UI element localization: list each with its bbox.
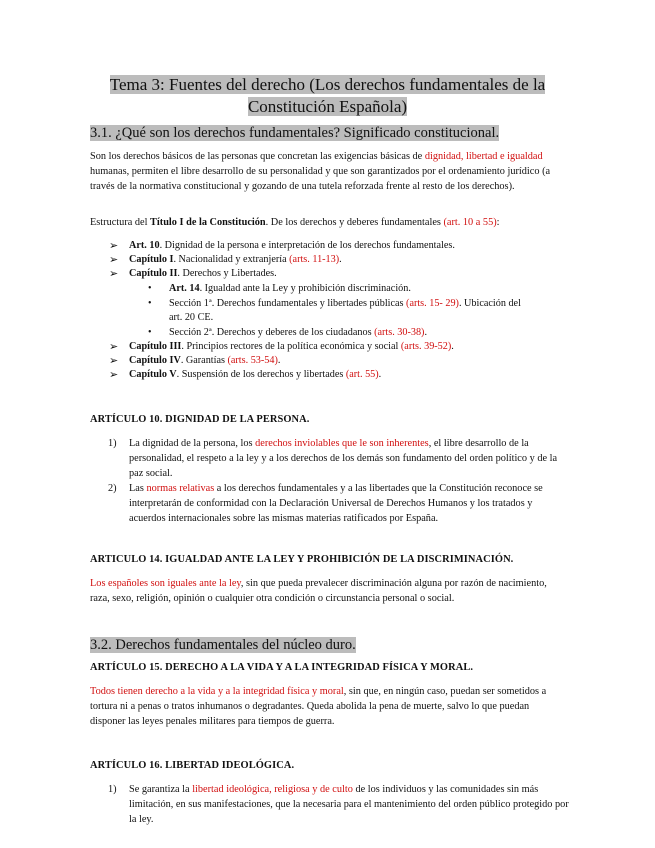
article-15-heading: ARTÍCULO 15. DERECHO A LA VIDA Y A LA INTEGRIDAD FÍSICA Y MORAL.	[90, 662, 474, 673]
article-10-heading: ARTÍCULO 10. DIGNIDAD DE LA PERSONA.	[90, 414, 310, 425]
bullet-icon: •	[148, 298, 152, 309]
title-line-1: Tema 3: Fuentes del derecho (Los derechos fundamentales de la	[109, 75, 546, 94]
section-heading-3-2: 3.2. Derechos fundamentales del núcleo duro.	[90, 637, 356, 653]
arrow-bullet-icon: ➢	[109, 369, 119, 381]
arrow-bullet-icon: ➢	[109, 254, 119, 266]
list-item-cap3: Capítulo III. Principios rectores de la política económica y social (arts. 39-52).	[129, 341, 454, 352]
arrow-bullet-icon: ➢	[109, 268, 119, 280]
list-item-seccion-2: Sección 2ª. Derechos y deberes de los ciudadanos (arts. 30-38).	[169, 327, 427, 338]
section-heading-3-1: 3.1. ¿Qué son los derechos fundamentales? Significado constitucional.	[90, 125, 500, 141]
list-item-cap4: Capítulo IV. Garantías (arts. 53-54).	[129, 355, 281, 366]
bullet-icon: •	[148, 283, 152, 294]
list-number: 1)	[108, 438, 117, 449]
list-item-cap2: Capítulo II. Derechos y Libertades.	[129, 268, 277, 279]
page-title	[0, 74, 655, 118]
list-item-cap5: Capítulo V. Suspensión de los derechos y libertades (art. 55).	[129, 369, 382, 380]
list-number: 1)	[108, 784, 117, 795]
arrow-bullet-icon: ➢	[109, 355, 119, 367]
title-line-2: Constitución Española)	[247, 97, 408, 116]
arrow-bullet-icon: ➢	[109, 341, 119, 353]
article-14-paragraph: Los españoles son iguales ante la ley, sin que pueda prevalecer discriminación alguna por razón de nacimiento, raza, sexo, religión, opinión o cualquier otra condición o circunstancia personal o social.	[90, 578, 547, 604]
article-16-point-1: Se garantiza la libertad ideológica, religiosa y de culto de los individuos y las comunidades sin más limitación, en sus manifestaciones, que la necesaria para el mantenimiento del orden público protegido por la ley.	[129, 784, 569, 825]
article-10-point-1: La dignidad de la persona, los derechos inviolables que le son inherentes, el libre desarrollo de la personalidad, el respeto a la ley y a los derechos de los demás son fundamento del orden político y de la paz social.	[129, 438, 558, 479]
article-14-heading: ARTICULO 14. IGUALDAD ANTE LA LEY Y PROHIBICIÓN DE LA DISCRIMINACIÓN.	[90, 554, 514, 565]
intro-paragraph: Son los derechos básicos de las personas que concretan las exigencias básicas de dignidad, libertad e igualdad humanas, permiten el libre desarrollo de su personalidad y que son garantizados por el ordenamiento jurídico (a través de la normativa constitucional y gozando de una tutela reforzada frente al resto de los derechos).	[90, 151, 551, 192]
article-10-point-2: Las normas relativas a los derechos fundamentales y a las libertades que la Constitución reconoce se interpretarán de conformidad con la Declaración Universal de Derechos Humanos y los tratados y acuerdos internacionales sobre las mismas materias ratificados por España.	[129, 483, 543, 524]
list-item-art10: Art. 10. Dignidad de la persona e interpretación de los derechos fundamentales.	[129, 240, 455, 251]
arrow-bullet-icon: ➢	[109, 240, 119, 252]
article-15-paragraph: Todos tienen derecho a la vida y a la integridad física y moral, sin que, en ningún caso, puedan ser sometidos a tortura ni a penas o tratos inhumanos o degradantes. Queda abolida la pena de muerte, salvo lo que puedan disponer las leyes penales militares para tiempos de guerra.	[90, 686, 547, 727]
list-number: 2)	[108, 483, 117, 494]
list-item-seccion-1: Sección 1ª. Derechos fundamentales y libertades públicas (arts. 15- 29). Ubicación del	[169, 298, 521, 309]
list-item-art14: Art. 14. Igualdad ante la Ley y prohibición discriminación.	[169, 283, 411, 294]
bullet-icon: •	[148, 327, 152, 338]
list-item-seccion-1-cont: art. 20 CE.	[169, 312, 214, 323]
article-16-heading: ARTÍCULO 16. LIBERTAD IDEOLÓGICA.	[90, 760, 295, 771]
list-item-cap1: Capítulo I. Nacionalidad y extranjería (arts. 11-13).	[129, 254, 342, 265]
estructura-line: Estructura del Título I de la Constitución. De los derechos y deberes fundamentales (art. 10 a 55):	[90, 217, 500, 228]
